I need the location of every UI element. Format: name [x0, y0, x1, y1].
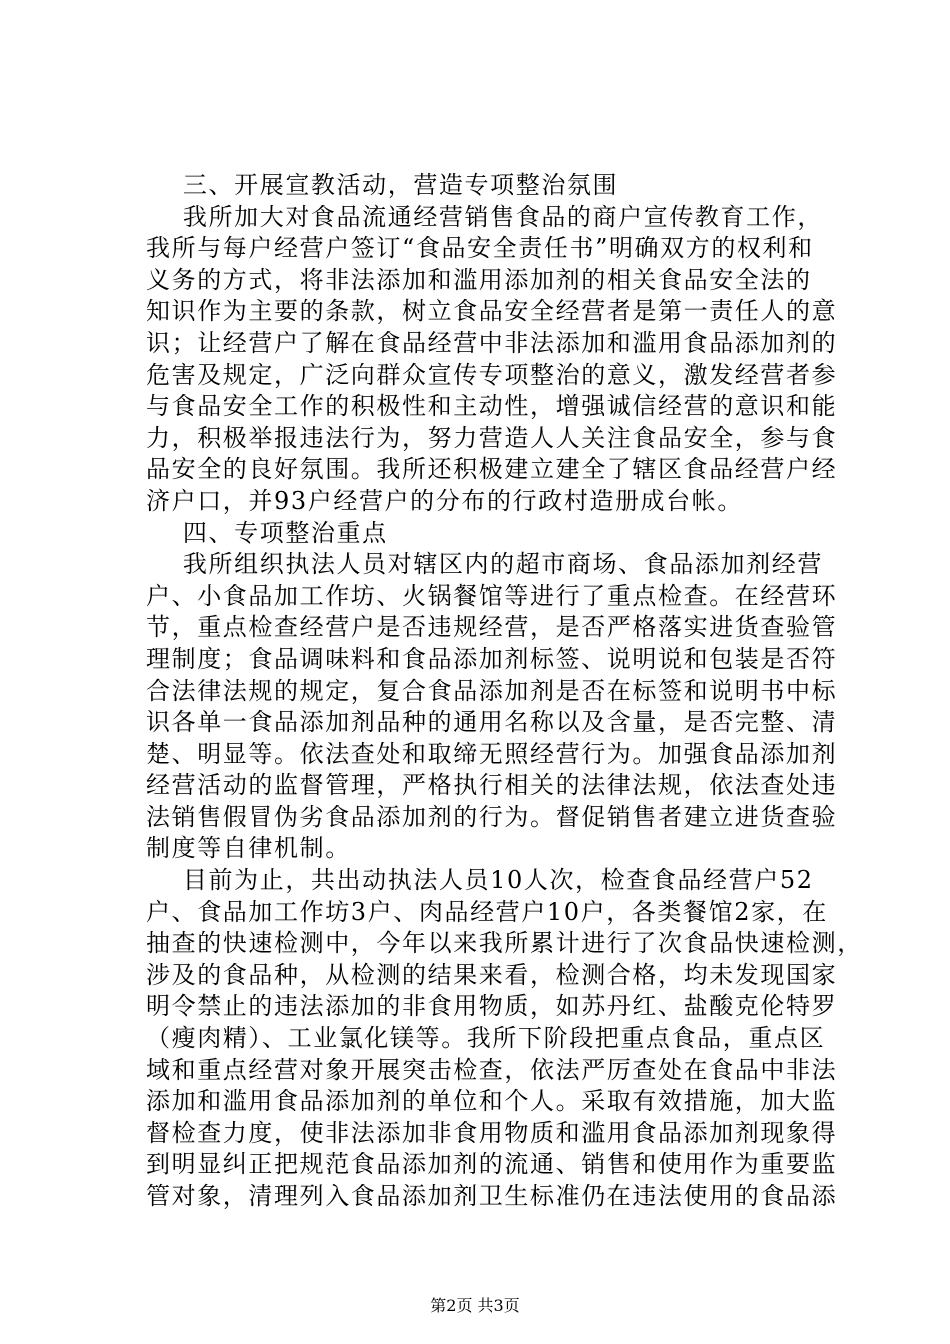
text-line: 四、专项整治重点 — [146, 518, 388, 547]
text-line: 知识作为主要的条款，树立食品安全经营者是第一责任人的意 — [146, 297, 838, 326]
text-line: 识各单一食品添加剂品种的通用名称以及含量，是否完整、清 — [146, 708, 838, 737]
text-line: 我所加大对食品流通经营销售食品的商户宣传教育工作， — [146, 202, 823, 231]
text-line: 品安全的良好氛围。我所还积极建立建全了辖区食品经营户经 — [146, 455, 838, 484]
text-line: 到明显纠正把规范食品添加剂的流通、销售和使用作为重要监 — [146, 1150, 838, 1179]
text-line: 目前为止，共出动执法人员10人次，检查食品经营户52 — [146, 866, 814, 895]
text-line: 经营活动的监督管理，严格执行相关的法律法规，依法查处违 — [146, 771, 838, 800]
text-line: 法销售假冒伪劣食品添加剂的行为。督促销售者建立进货查验 — [146, 802, 838, 831]
page-footer: 第2页 共3页 — [430, 1296, 520, 1315]
text-line: 三、开展宣教活动，营造专项整治氛围 — [146, 171, 619, 199]
text-line: 危害及规定，广泛向群众宣传专项整治的意义，激发经营者参 — [146, 360, 838, 389]
text-line: 合法律法规的规定，复合食品添加剂是否在标签和说明书中标 — [146, 676, 838, 705]
text-line: 督检查力度，使非法添加非食用物质和滥用食品添加剂现象得 — [146, 1118, 838, 1147]
text-line: 抽查的快速检测中，今年以来我所累计进行了次食品快速检测， — [146, 929, 863, 958]
text-line: 我所组织执法人员对辖区内的超市商场、食品添加剂经营 — [146, 550, 823, 579]
document-body — [146, 170, 863, 1213]
text-line: 户、小食品加工作坊、火锅餐馆等进行了重点检查。在经营环 — [146, 581, 838, 610]
text-line: 义务的方式，将非法添加和滥用添加剂的相关食品安全法的 — [146, 265, 812, 294]
text-line: （瘦肉精）、工业氯化镁等。我所下阶段把重点食品，重点区 — [146, 1024, 826, 1053]
text-line: 与食品安全工作的积极性和主动性，增强诚信经营的意识和能 — [146, 392, 838, 421]
text-line: 制度等自律机制。 — [146, 834, 351, 863]
text-line: 添加和滥用食品添加剂的单位和个人。采取有效措施，加大监 — [146, 1087, 838, 1116]
text-line: 济户口，并93户经营户的分布的行政村造册成台帐。 — [146, 486, 743, 515]
text-line: 涉及的食品种，从检测的结果来看，检测合格，均未发现国家 — [146, 960, 838, 989]
text-line: 域和重点经营对象开展突击检查，依法严厉查处在食品中非法 — [146, 1055, 838, 1084]
text-line: 管对象，清理列入食品添加剂卫生标准仍在违法使用的食品添 — [146, 1182, 838, 1210]
text-line: 节，重点检查经营户是否违规经营，是否严格落实进货查验管 — [146, 613, 838, 642]
text-line: 明令禁止的违法添加的非食用物质，如苏丹红、盐酸克伦特罗 — [146, 992, 838, 1021]
text-line: 户、食品加工作坊3户、肉品经营户10户，各类餐馆2家，在 — [146, 897, 828, 926]
text-line: 力，积极举报违法行为，努力营造人人关注食品安全，参与食 — [146, 423, 838, 452]
text-line: 我所与每户经营户签订“食品安全责任书”明确双方的权利和 — [146, 234, 814, 263]
text-line: 识；让经营户了解在食品经营中非法添加和滥用食品添加剂的 — [146, 328, 838, 357]
text-line: 楚、明显等。依法查处和取缔无照经营行为。加强食品添加剂 — [146, 739, 838, 768]
text-line: 理制度；食品调味料和食品添加剂标签、说明说和包装是否符 — [146, 644, 838, 673]
